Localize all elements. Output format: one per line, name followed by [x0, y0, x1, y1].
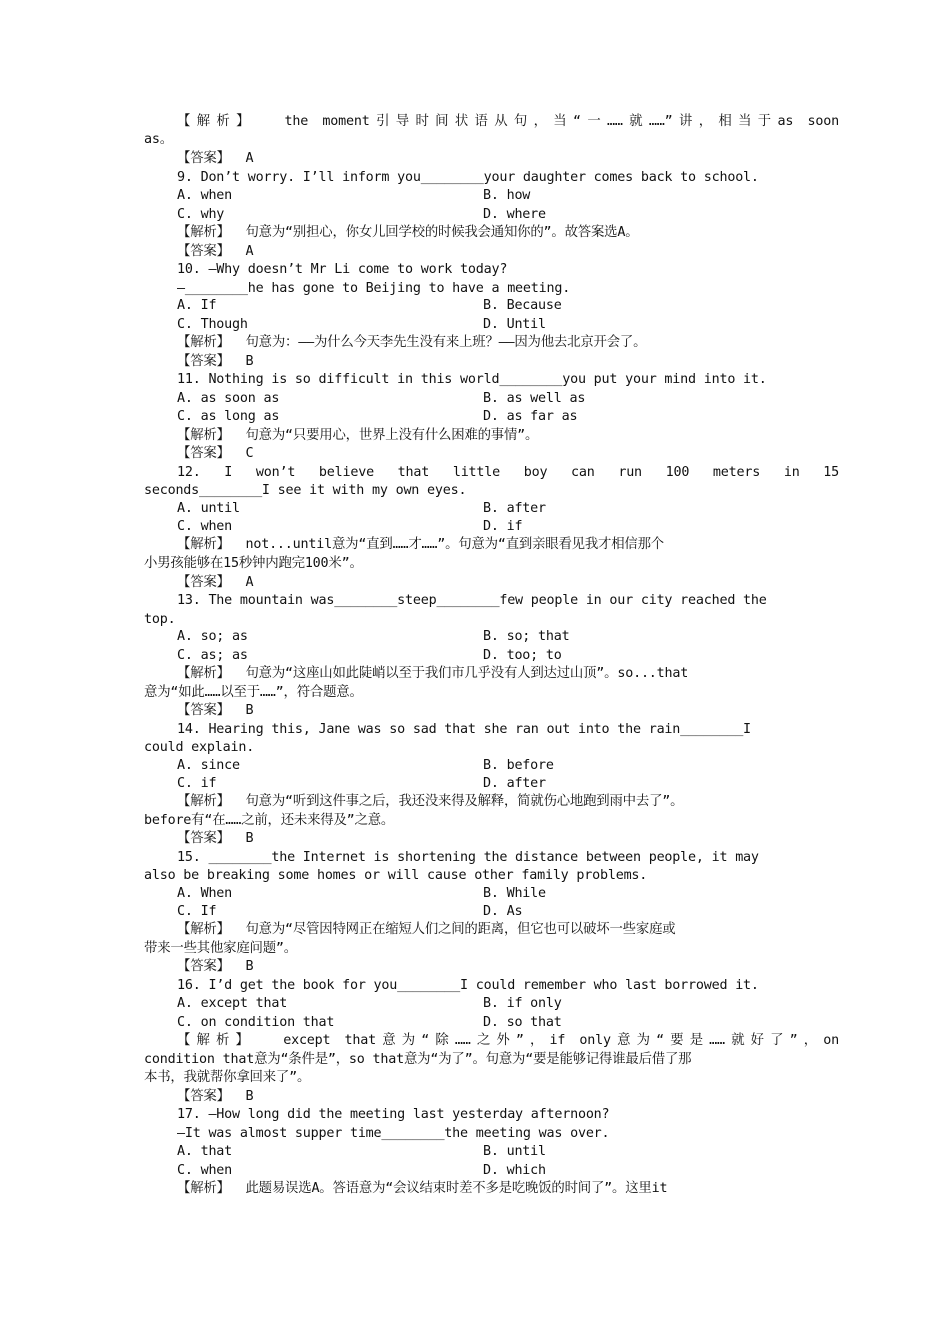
option-line: D. As [483, 904, 523, 919]
question-line: 12. I won’t believe that little boy can run 100 meters in 15 [177, 465, 839, 480]
text-line: could explain. [144, 740, 255, 755]
text-line: 意为“如此……以至于……”，符合题意。 [144, 685, 363, 700]
option-line: A. so; as [177, 629, 248, 644]
analysis-line: 【解析】 此题易误选A。答语意为“会议结束时差不多是吃晚饭的时间了”。这里it [177, 1181, 668, 1196]
option-line: B. if only [483, 996, 562, 1011]
text-line: seconds________I see it with my own eyes. [144, 483, 467, 498]
text-line: 本书，我就帮你拿回来了”。 [144, 1070, 311, 1085]
option-line: C. when [177, 519, 233, 534]
answer-line: 【答案】 A [177, 575, 254, 590]
analysis-line: 【解析】 句意为“尽管因特网正在缩短人们之间的距离，但它也可以破坏一些家庭或 [177, 922, 676, 937]
option-line: B. While [483, 886, 546, 901]
answer-line: 【答案】 B [177, 1089, 254, 1104]
analysis-line: 【解析】 the moment引导时间状语从句，当“一……就……”讲，相当于as soon [177, 114, 839, 129]
question-line: 13. The mountain was________steep________few people in our city reached the [177, 593, 767, 608]
option-line: D. Until [483, 317, 546, 332]
option-line: D. so that [483, 1015, 562, 1030]
option-line: C. as; as [177, 648, 248, 663]
option-line: D. as far as [483, 409, 578, 424]
question-line: 17. —How long did the meeting last yesterday afternoon? [177, 1107, 610, 1122]
question-line: 16. I’d get the book for you________I could remember who last borrowed it. [177, 978, 759, 993]
text-line: 带来一些其他家庭问题”。 [144, 941, 297, 956]
option-line: A. since [177, 758, 240, 773]
question-line: 9. Don’t worry. I’ll inform you________your daughter comes back to school. [177, 170, 759, 185]
option-line: D. after [483, 776, 546, 791]
option-line: A. that [177, 1144, 233, 1159]
question-line: 11. Nothing is so difficult in this world________you put your mind into it. [177, 372, 767, 387]
option-line: B. Because [483, 298, 562, 313]
text-line: 小男孩能够在15秒钟内跑完100米”。 [144, 556, 363, 571]
text-line: before有“在……之前，还未来得及”之意。 [144, 813, 395, 828]
option-line: C. as long as [177, 409, 280, 424]
option-line: B. until [483, 1144, 546, 1159]
option-line: A. except that [177, 996, 288, 1011]
answer-line: 【答案】 B [177, 831, 254, 846]
option-line: B. so; that [483, 629, 570, 644]
answer-line: 【答案】 B [177, 354, 254, 369]
option-line: D. too; to [483, 648, 562, 663]
option-line: C. if [177, 776, 217, 791]
analysis-line: 【解析】 句意为：——为什么今天李先生没有来上班？——因为他去北京开会了。 [177, 335, 647, 350]
option-line: A. When [177, 886, 233, 901]
analysis-line: 【解析】 句意为“别担心，你女儿回学校的时候我会通知你的”。故答案选A。 [177, 225, 639, 240]
option-line: C. Though [177, 317, 248, 332]
option-line: B. before [483, 758, 554, 773]
question-line: 14. Hearing this, Jane was so sad that she ran out into the rain________I [177, 722, 751, 737]
answer-line: 【答案】 A [177, 244, 254, 259]
analysis-line: 【解析】 句意为“只要用心，世界上没有什么困难的事情”。 [177, 428, 539, 443]
text-line: —It was almost supper time________the meeting was over. [177, 1126, 610, 1141]
option-line: D. which [483, 1163, 546, 1178]
option-line: C. on condition that [177, 1015, 335, 1030]
analysis-line: 【解析】 not...until意为“直到……才……”。句意为“直到亲眼看见我才相信那个 [177, 537, 665, 552]
answer-line: 【答案】 A [177, 151, 254, 166]
option-line: C. If [177, 904, 217, 919]
option-line: A. If [177, 298, 217, 313]
answer-line: 【答案】 B [177, 959, 254, 974]
answer-line: 【答案】 B [177, 703, 254, 718]
text-line: —________he has gone to Beijing to have a meeting. [177, 281, 571, 296]
analysis-line: 【解析】 except that意为“除……之外”，if only意为“要是……就好了”，on [177, 1033, 839, 1048]
option-line: B. as well as [483, 391, 586, 406]
analysis-line: 【解析】 句意为“这座山如此陡峭以至于我们市几乎没有人到达过山顶”。so...that [177, 666, 689, 681]
option-line: D. if [483, 519, 523, 534]
option-line: A. when [177, 188, 233, 203]
answer-line: 【答案】 C [177, 446, 254, 461]
analysis-line: 【解析】 句意为“听到这件事之后，我还没来得及解释，简就伤心地跑到雨中去了”。 [177, 794, 684, 809]
option-line: B. how [483, 188, 531, 203]
option-line: B. after [483, 501, 546, 516]
option-line: C. why [177, 207, 225, 222]
question-line: 15. ________the Internet is shortening the distance between people, it may [177, 850, 759, 865]
question-line: 10. —Why doesn’t Mr Li come to work today? [177, 262, 508, 277]
text-line: as。 [144, 132, 173, 147]
option-line: A. as soon as [177, 391, 280, 406]
text-line: also be breaking some homes or will cause other family problems. [144, 868, 648, 883]
option-line: C. when [177, 1163, 233, 1178]
text-line: top. [144, 612, 176, 627]
text-line: condition that意为“条件是”，so that意为“为了”。句意为“要是能够记得谁最后借了那 [144, 1052, 692, 1067]
option-line: D. where [483, 207, 546, 222]
option-line: A. until [177, 501, 240, 516]
